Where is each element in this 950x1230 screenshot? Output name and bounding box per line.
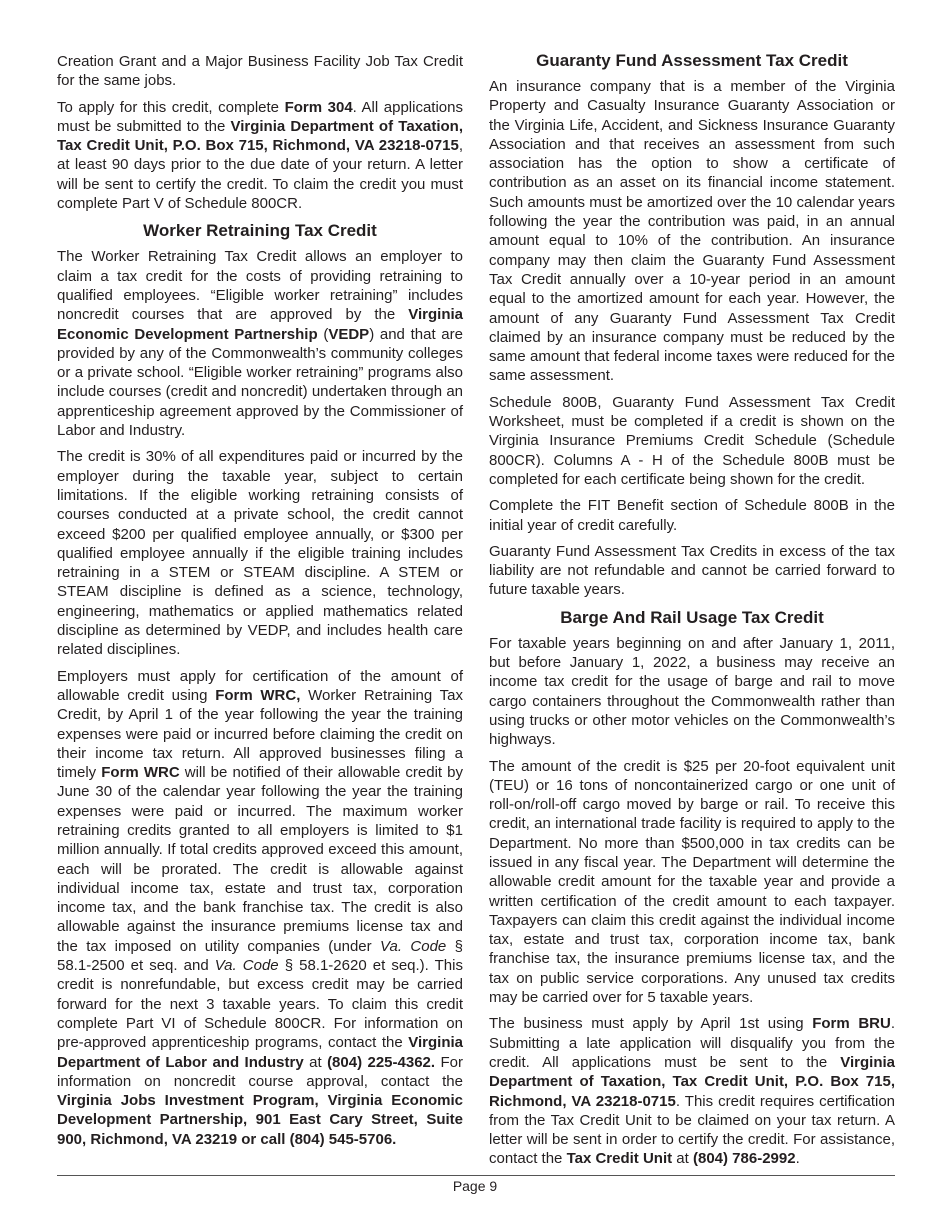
text-run: Guaranty Fund Assessment Tax Credits in excess of the tax liability are not refundable and cannot be carried forward to future taxable years. xyxy=(489,542,895,599)
text-run: will be notified of their allowable credit by June 30 of the calendar year following the year the training expenses were paid or incurred. The maximum worker retraining credits granted to all employers is limited to $1 million annually. If total credits approved exceed this amount, each will be prorated. The credit is allowable against individual income tax, estate and trust tax, corporation income tax, and the bank franchise tax. The credit is also allowable against the insurance premiums license tax and the tax imposed on utility companies (under xyxy=(57,764,464,955)
section-heading: Barge And Rail Usage Tax Credit xyxy=(560,607,824,627)
text-run: § 58.1-2620 et seq.). This credit is nonrefundable, but excess credit may be carried forward for the next 3 taxable years. To claim this credit complete Part VI of Schedule 800CR. For information on pre-approved apprenticeship programs, contact the xyxy=(57,957,463,1052)
paragraph xyxy=(57,52,463,91)
text-run: The credit is 30% of all expenditures paid or incurred by the employer during the taxable year, subject to certain limitations. If the eligible working retraining consists of courses conducted at a private school, the credit cannot exceed $200 per qualified employee annually, or $300 per qualified employee annually if the eligible training includes retraining in a STEM or STEAM discipline. A STEM or STEAM discipline is defined as a science, technology, engineering, mathematics or applied mathematics related discipline as determined by VEDP, and includes health care related disciplines. xyxy=(57,448,463,659)
text-run: To apply for this credit, complete xyxy=(57,98,285,116)
text-run: ) and that are provided by any of the Commonwealth’s community colleges or a private school. “Eligible worker retraining” programs also include courses (credit and noncredit) undertaken through an apprenticeship agreement approved by the Commissioner of Labor and Industry. xyxy=(57,325,463,440)
paragraph xyxy=(489,393,895,489)
text-run: The business must apply by April 1st using xyxy=(489,1015,813,1033)
bold-text: Virginia Department of Labor and Industry xyxy=(57,1034,463,1071)
text-run: , at least 90 days prior to the due date of your return. A letter will be sent to certify the credit. To claim the credit you must complete Part V of Schedule 800CR. xyxy=(57,137,463,213)
paragraph xyxy=(489,542,895,600)
text-run: at xyxy=(672,1150,693,1168)
text-run: . Submitting a late application will disqualify you from the credit. All applications must be sent to the xyxy=(489,1015,895,1071)
text-run: . This credit requires certification from the Tax Credit Unit to be claimed on your tax return. A letter will be sent in order to certify the credit. For assistance, contact the xyxy=(489,1092,896,1168)
footer-divider xyxy=(57,1175,895,1176)
bold-text: Virginia Jobs Investment Program, Virginia Economic Development Partnership, 901 East Cary Street, Suite 900, Richmond, VA 23219 or call (804) 545-5706. xyxy=(57,1092,463,1148)
text-run: The amount of the credit is $25 per 20-foot equivalent unit (TEU) or 16 tons of noncontainerized cargo or one unit of roll-on/roll-off cargo moved by barge or rail. To receive this credit, an international trade facility is required to apply to the Department. No more than $500,000 in tax credits can be issued in any fiscal year. The Department will determine the allowable credit amount for the taxable year and provide a written certification of the credit amount to each taxpayer. Taxpayers can claim this credit against the individual income tax, estate and trust tax, corporation income tax, bank franchise tax, the insurance premiums license tax, and the tax on public service corporations. Any unused tax credits may be carried over for 5 taxable years. xyxy=(489,757,895,1007)
bold-text: Tax Credit Unit xyxy=(566,1150,673,1168)
bold-text: (804) 225-4362. xyxy=(327,1053,436,1071)
paragraph xyxy=(489,496,895,535)
paragraph xyxy=(57,98,463,214)
bold-text: Form WRC xyxy=(101,764,180,782)
bold-text: Virginia Department of Taxation, Tax Credit Unit, P.O. Box 715, Richmond, VA 23218-0715 xyxy=(489,1053,895,1110)
paragraph xyxy=(57,667,463,1149)
text-run: at xyxy=(303,1053,328,1071)
text-run: An insurance company that is a member of the Virginia Property and Casualty Insurance Guaranty Association or the Virginia Life, Accident, and Sickness Insurance Guaranty Association and that receives an assessment from such association has the option to show a certificate of contribution as an asset on its financial income statement. Such amounts must be amortized over the 10 calendar years following the year the contribution was paid, in an annual amount equal to 10% of the contribution. An insurance company may then claim the Guaranty Fund Assessment Tax Credit annually over a 10-year period in an amount equal to the amortized amount for each year. However, the amount of any Guaranty Fund Assessment Tax Credit claimed by an insurance company must be reduced by the same amount that federal income taxes were reduced for the same assessment. xyxy=(489,78,895,385)
text-run: . All applications must be submitted to the xyxy=(57,98,463,135)
text-run: Worker Retraining Tax Credit, by April 1 of the year following the year the training expenses were paid or incurred before claiming the credit on their income tax return. All approved businesses filing a timely xyxy=(57,686,463,782)
text-run: ( xyxy=(317,325,329,343)
text-run: Creation Grant and a Major Business Facility Job Tax Credit for the same jobs. xyxy=(57,53,463,90)
italic-text: Va. Code xyxy=(214,957,279,975)
text-run: The Worker Retraining Tax Credit allows an employer to claim a tax credit for the costs of providing retraining to qualified employees. “Eligible worker retraining” includes noncredit courses that are approved by the xyxy=(57,248,463,324)
bold-text: (804) 786-2992 xyxy=(693,1150,796,1168)
text-run: For taxable years beginning on and after January 1, 2011, but before January 1, 2022, a business may receive an income tax credit for the usage of barge and rail to move cargo containers throughout the Commonwealth rather than using trucks or other motor vehicles on the Commonwealth’s highways. xyxy=(489,634,895,749)
text-run: For information on noncredit course approval, contact the xyxy=(57,1053,463,1090)
text-run: Employers must apply for certification of the amount of allowable credit using xyxy=(57,667,463,704)
bold-text: Form WRC, xyxy=(215,686,301,704)
bold-text: Form BRU xyxy=(812,1015,891,1033)
paragraph xyxy=(489,77,895,386)
text-run: Complete the FIT Benefit section of Schedule 800B in the initial year of credit carefully. xyxy=(489,497,895,534)
bold-text: Form 304 xyxy=(284,98,353,116)
paragraph xyxy=(489,1014,895,1168)
page-number: Page 9 xyxy=(452,1178,498,1194)
section-heading: Worker Retraining Tax Credit xyxy=(143,221,377,241)
section-heading: Guaranty Fund Assessment Tax Credit xyxy=(536,51,848,70)
bold-text: Virginia Economic Development Partnership xyxy=(57,306,463,343)
paragraph xyxy=(57,447,463,659)
text-run: . xyxy=(795,1150,800,1168)
text-run: Schedule 800B, Guaranty Fund Assessment Tax Credit Worksheet, must be completed if a credit is shown on the Virginia Insurance Premiums Credit Schedule (Schedule 800CR). Columns A - H of the Schedule 800B must be completed for each certificate being shown for the credit. xyxy=(489,393,895,488)
left-column xyxy=(57,52,463,1156)
right-column xyxy=(489,50,895,1176)
paragraph xyxy=(57,247,463,440)
bold-text: VEDP xyxy=(328,325,370,343)
bold-text: Virginia Department of Taxation, Tax Credit Unit, P.O. Box 715, Richmond, VA 23218-0715 xyxy=(57,117,464,155)
text-run: § 58.1-2500 et seq. and xyxy=(57,937,463,975)
paragraph xyxy=(489,634,895,750)
paragraph xyxy=(489,757,895,1008)
italic-text: Va. Code xyxy=(380,937,447,955)
